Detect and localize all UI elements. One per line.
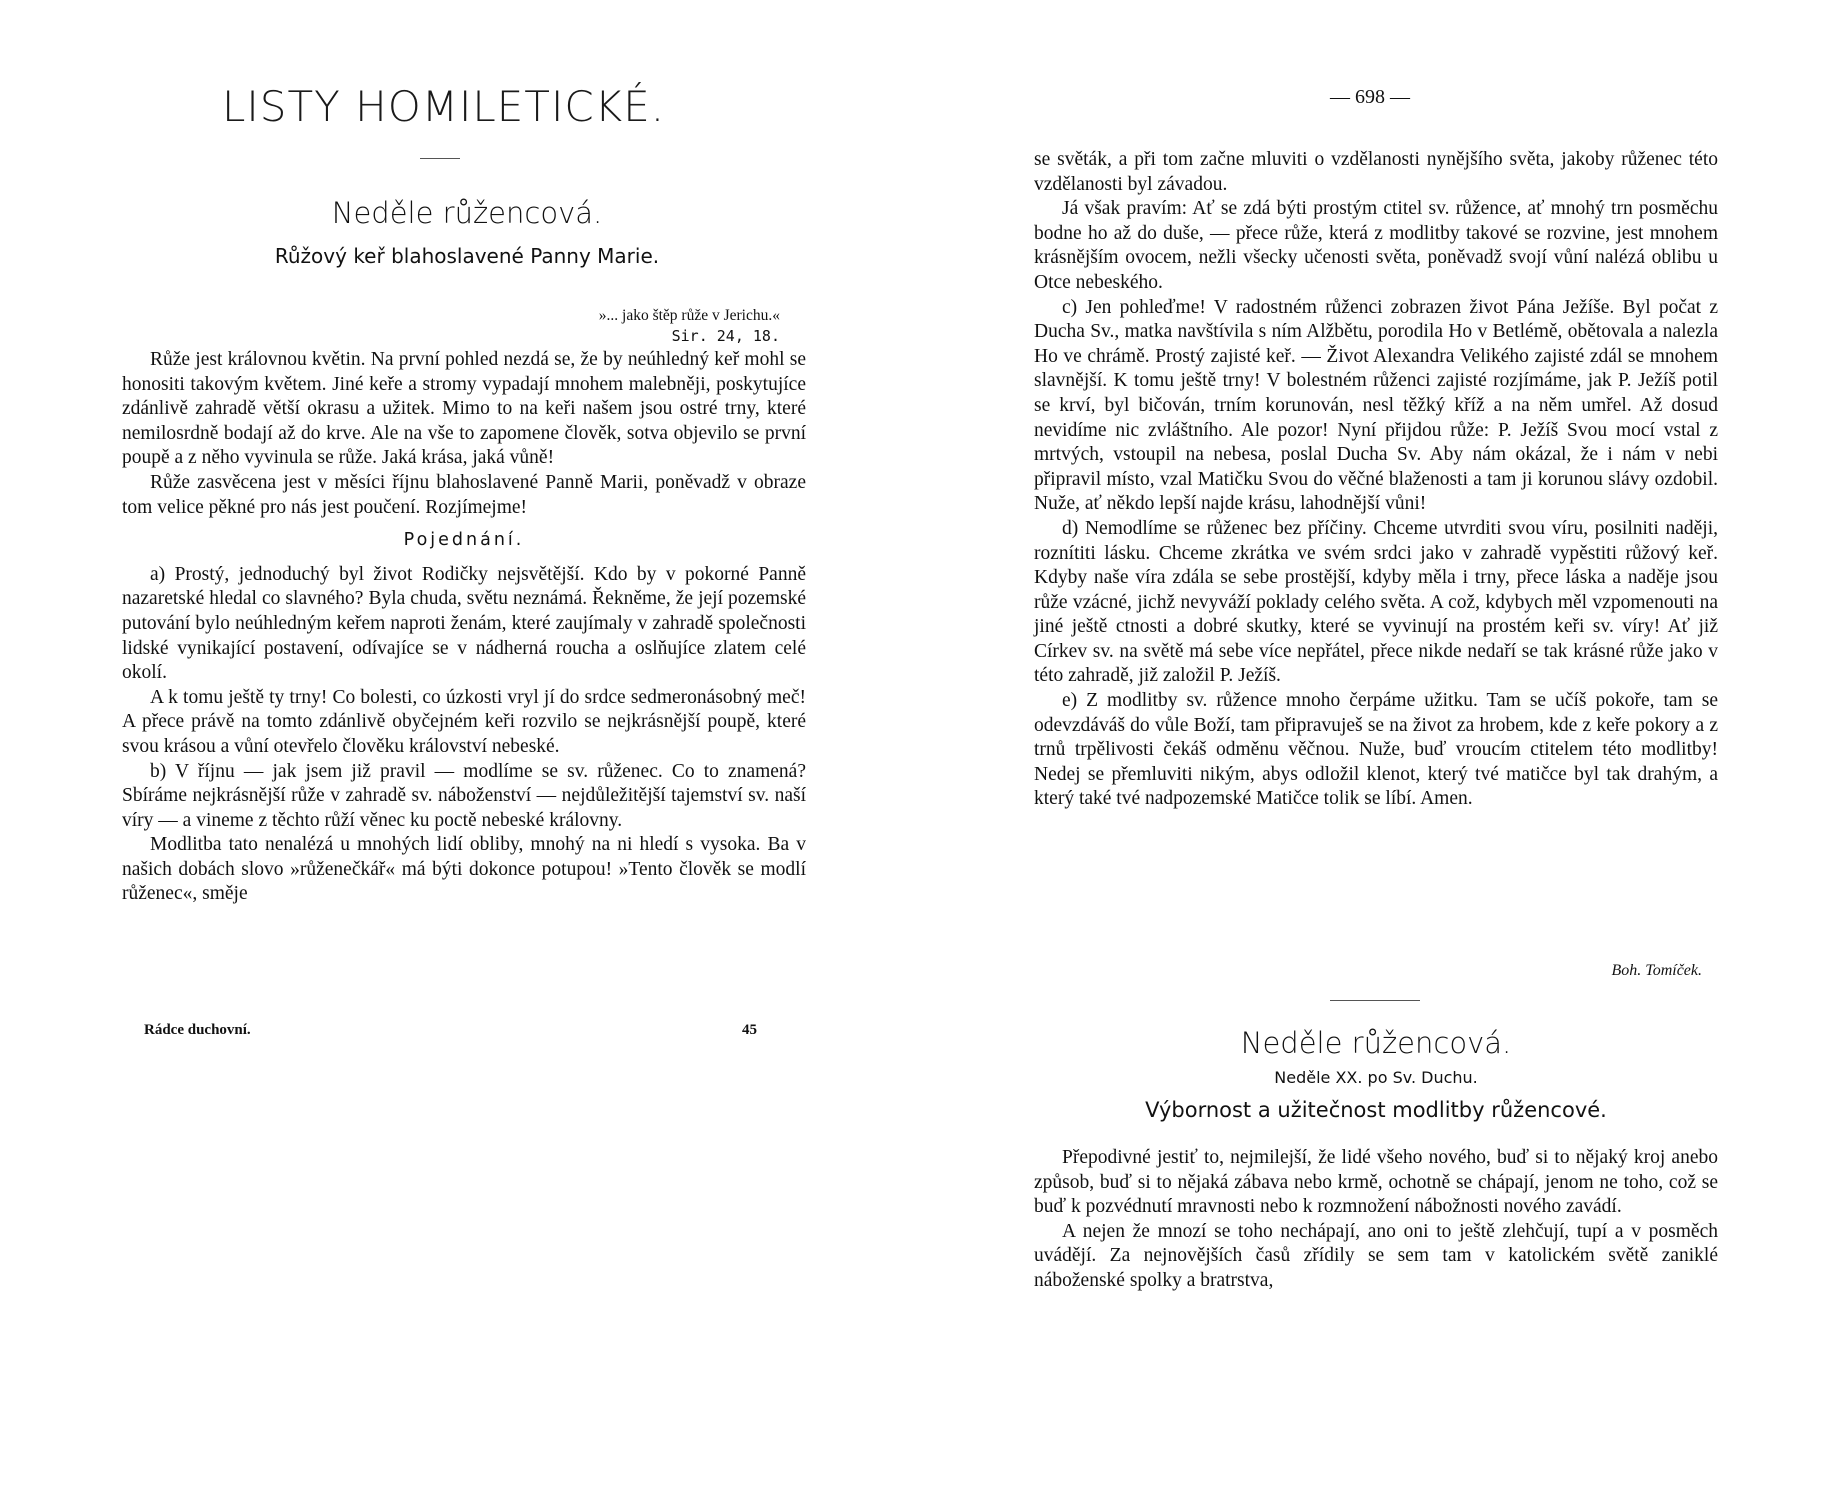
section-subtitle: Růžový keř blahoslavené Panny Marie. bbox=[274, 244, 660, 268]
paragraph: c) Jen pohleďme! V radostném růženci zobrazen život Pána Ježíše. Byl počat z Ducha Sv., matka navštívila s ním Alžbětu, porodila Ho v Betlémě, obětovala a nalezla Ho ve chrámě. Prostý zajisté keř. — Život Alexandra Velikého zajisté zdál se mnohem slavnější. K tomu ještě trny! V bolestném růženci zajisté rozjímáme, jak P. Ježíš potil se krví, byl bičován, trním korunován, nesl těžký kříž a na něm umřel. Až dosud nevidíme nic zvláštního. Ale pozor! Nyní přijdou růže: P. Ježíš Svou mocí vstal z mrtvých, vstoupil na nebesa, poslal Ducha Sv. Aby nám okázal, že i nám v nebi připravil místo, vzal Matičku Svou do věčné blaženosti a tam ji korunou slávy ozdobil. Nuže, ať někdo lepší najde krásu, lahodnější vůni! bbox=[1034, 296, 1718, 515]
section-heading: Výbornost a užitečnost modlitby růžencové. bbox=[1145, 1098, 1607, 1122]
paragraph: A k tomu ještě ty trny! Co bolesti, co úzkosti vryl jí do srdce sedmeronásobný meč! A přece právě na tomto zdánlivě obyčejném keři rozvilo se nejkrásnější poupě, které svou krásou a vůní otevřelo člověku království nebeské. bbox=[122, 686, 806, 757]
footer-label: Rádce duchovní. bbox=[144, 1022, 251, 1038]
left-body-text bbox=[122, 348, 806, 907]
paragraph: b) V říjnu — jak jsem již pravil — modlíme se sv. růženec. Co to znamená? Sbíráme nejkrásnější růže v zahradě sv. náboženství — nejdůležitější tajemství sv. naší víry — a vineme z těchto růží věnec ku poctě nebeské královny. bbox=[122, 760, 806, 831]
paragraph: se světák, a při tom začne mluviti o vzdělanosti nynějšího světa, jakoby růženec této vzdělanosti byl závadou. bbox=[1034, 149, 1718, 195]
motto-quote: »... jako štěp růže v Jerichu.« bbox=[598, 307, 780, 324]
paragraph: a) Prostý, jednoduchý byl život Rodičky nejsvětější. Kdo by v pokorné Panně nazaretské hledal co slavného? Byla chuda, světu neznámá. Řekněme, že její pozemské putování bylo neúhledným keřem naproti ženám, které zaujímaly v zahradě společnosti lidské vynikající postavení, odívajíce se v nádherná roucha a oslňujíce zlatem celé okolí. bbox=[122, 563, 806, 684]
section-rule bbox=[1330, 1000, 1420, 1001]
title-rule bbox=[420, 158, 460, 159]
paragraph: d) Nemodlíme se růženec bez příčiny. Chceme utvrditi svou víru, posilniti naději, roznítiti lásku. Chceme zkrátka ve svém srdci jako v zahradě vypěstiti růžový keř. Kdyby naše víra zdála se sebe prostější, kdyby měla i trny, přece láska a naděje jsou růže vzácné, jichž nevyváží poklady celého světa. A což, kdybych měl vzpomenouti na jiné ještě ctnosti a dobré skutky, které se vyvinují na prostém keři sv. víry! Ať již Církev sv. na světě má sebe více nepřátel, přece nikde nedaří se tak krásné růže jako v této zahradě, již založil P. Ježíš. bbox=[1034, 517, 1718, 687]
page-number: — 698 — bbox=[1330, 86, 1410, 108]
right-body-text-2 bbox=[1034, 1146, 1718, 1294]
paragraph: Přepodivné jestiť to, nejmilejší, že lidé všeho nového, buď si to nějaký kroj anebo způsob, buď si to nějaká zábava nebo krmě, ochotně se chápají, jenom ne toho, což se buď k pozvédnutí mravnosti nebo k rozmnožení nábožnosti nového zavádí. bbox=[1034, 1147, 1718, 1218]
paragraph: Růže jest královnou květin. Na první pohled nezdá se, že by neúhledný keř mohl se honositi takovým květem. Jiné keře a stromy vypadají mnohem malebněji, poskytujíce zdánlivě zahradě větší okrasu a užitek. Mimo to na keři našem jsou ostré trny, které nemilosrdně bodají až do krve. Ale na vše to zapomene člověk, sotva objevilo se první poupě a z něho vyvinula se růže. Jaká krása, jaká vůně! bbox=[122, 349, 806, 469]
right-page bbox=[1030, 0, 1722, 1500]
paragraph: Růže zasvěcena jest v měsíci říjnu blahoslavené Panně Marii, poněvadž v obraze tom velice pěkné pro nás jest poučení. Rozjímejme! bbox=[122, 471, 806, 518]
motto-reference: Sir. 24, 18. bbox=[671, 327, 780, 345]
paragraph: Já však pravím: Ať se zdá býti prostým ctitel sv. růžence, ať mnohý trn posměchu bodne ho až do duše, — přece růže, která z modlitby takové se rozvine, jest mnohem krásnějším ovocem, nežli všecky učenosti světa, poněvadž svojí vůní nalézá oblibu u Otce nebeského. bbox=[1034, 198, 1718, 293]
left-page bbox=[122, 0, 812, 1500]
signature: Boh. Tomíček. bbox=[1611, 962, 1702, 979]
motto bbox=[599, 306, 780, 346]
footer-number: 45 bbox=[742, 1022, 757, 1038]
section-title: Neděle růžencová. bbox=[331, 196, 603, 230]
subheading: Pojednání. bbox=[403, 530, 525, 551]
right-body-text bbox=[1034, 148, 1718, 812]
paragraph: Modlitba tato nenalézá u mnohých lidí obliby, mnohý na ni hledí s vysoka. Ba v našich dobách slovo »růženečkář« má býti dokonce potupou! »Tento člověk se modlí růženec«, směje bbox=[122, 834, 806, 905]
paragraph: A nejen že mnozí se toho nechápají, ano oni to ještě zlehčují, tupí a v posměch uvádějí. Za nejnovějších časů zřídily se sem tam v katolickém světě zaniklé náboženské spolky a bratrstva, bbox=[1034, 1220, 1718, 1291]
journal-title: LISTY HOMILETICKÉ. bbox=[222, 82, 666, 131]
section-title: Neděle růžencová. bbox=[1240, 1026, 1512, 1060]
section-subtitle: Neděle XX. po Sv. Duchu. bbox=[1274, 1068, 1478, 1087]
paragraph: e) Z modlitby sv. růžence mnoho čerpáme užitku. Tam se učíš pokoře, tam se odevzdáváš do vůle Boží, tam připravuješ se na život za hrobem, kde z keře pokory a z trnů trpělivosti čekáš odměnu věčnou. Nuže, buď vroucím ctitelem této modlitby! Nedej se přemluviti nikým, abys odložil klenot, který tvé matičce byl tak drahým, a který také tvé nadpozemské Matičce tolik se líbí. Amen. bbox=[1034, 690, 1718, 810]
